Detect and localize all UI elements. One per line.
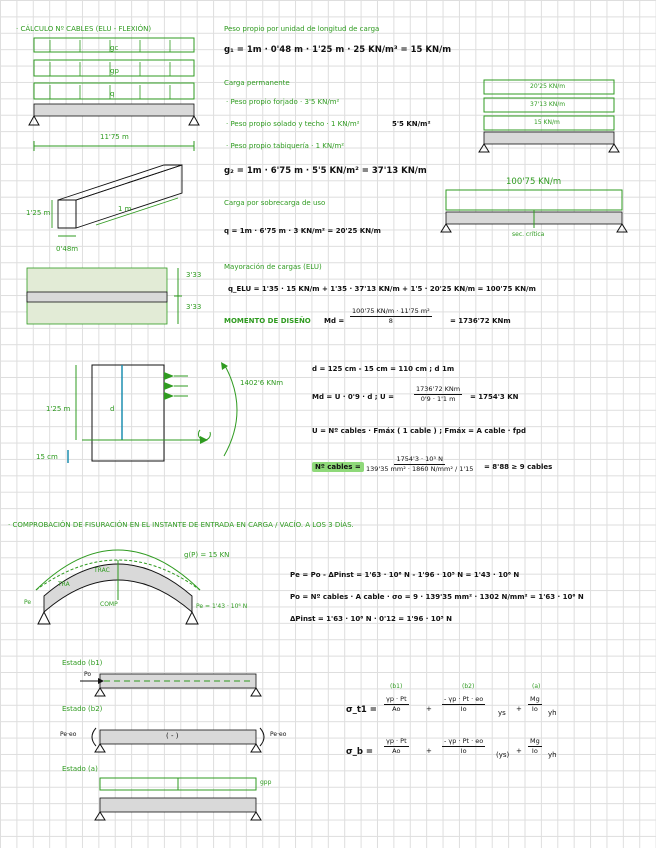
state-b1-po: Po xyxy=(84,671,92,678)
sigma-bot-term2-num: - γp · Pt · eo xyxy=(442,738,485,747)
sigma-bot-plus-1: + xyxy=(426,747,432,755)
critical-section-label: sec. crítica xyxy=(512,231,545,238)
md-denominator: 8 xyxy=(388,317,393,326)
slab-dim-bottom: 3'33 xyxy=(186,303,202,311)
ncables-denominator: 139'35 mm² · 1860 N/mm² / 1'15 xyxy=(366,465,474,474)
load-q-label: q xyxy=(110,90,115,98)
arch-trac-label: TRAC xyxy=(94,567,110,574)
sigma-bot-term3 xyxy=(528,738,542,755)
state-b2-peco: Pe·eo xyxy=(60,731,77,738)
sigma-top-term2-num: - γp · Pt · eo xyxy=(442,696,485,705)
sigma-top-term3-num: Mg xyxy=(528,696,542,705)
g1-formula: g₁ = 1m · 0'48 m · 1'25 m · 25 KN/m³ = 15 KN/m xyxy=(224,45,452,55)
sigma-bot-term2 xyxy=(442,738,485,755)
sigma-top-term2-den: Io xyxy=(460,705,467,714)
sigma-top-plus-2: + xyxy=(516,705,522,713)
dp-line: ΔPinst = 1'63 · 10⁶ N · 0'12 = 1'96 · 10⁵ N xyxy=(290,615,452,623)
cross-section-diagram xyxy=(68,362,237,463)
sigma-top-term3 xyxy=(528,696,542,713)
md-result: = 1736'72 KNm xyxy=(450,317,511,325)
length-label: 1 m xyxy=(118,205,132,213)
combination-title: Mayoración de cargas (ELU) xyxy=(224,263,322,271)
sigma-top-term1-den: Ao xyxy=(392,705,401,714)
perm-item-3: · Peso propio tabiquería · 1 KN/m² xyxy=(226,142,345,150)
right-total-load-label: 100'75 KN/m xyxy=(506,177,562,187)
section-moment-label: 1402'6 KNm xyxy=(240,379,284,387)
slab-section-sketch xyxy=(27,268,182,324)
ncables-numerator: 1754'3 · 10³ N xyxy=(394,456,444,465)
span-label: 11'75 m xyxy=(100,133,129,141)
sigma-top-plus-1: + xyxy=(426,705,432,713)
uncables-line: U = Nº cables · Fmáx ( 1 cable ) ; Fmáx = A cable · fpd xyxy=(312,427,526,435)
state-b2-beam xyxy=(92,728,264,752)
q-elu-formula: q_ELU = 1'35 · 15 KN/m + 1'35 · 37'13 KN/m + 1'5 · 20'25 KN/m = 100'75 KN/m xyxy=(228,285,536,293)
stress-label-a: (a) xyxy=(532,683,541,690)
right-load-stack xyxy=(479,80,619,152)
sigma-bot-term1-den: Ao xyxy=(392,747,401,756)
u-numerator: 1736'72 KNm xyxy=(414,386,462,395)
sigma-top-term2 xyxy=(442,696,485,713)
ncables-result: = 8'88 ≥ 9 cables xyxy=(484,463,553,471)
sigma-top-term1 xyxy=(384,696,409,713)
width-label: 0'48m xyxy=(56,245,79,253)
cables-section-title: · CÁLCULO Nº CABLES (ELU - FLEXIÓN) xyxy=(16,25,152,33)
sigma-bot-ys: (ys) xyxy=(496,751,510,759)
ncables-fraction xyxy=(364,456,475,473)
sigma-bot-plus-2: + xyxy=(516,747,522,755)
stress-label-b2: (b2) xyxy=(462,683,475,690)
sigma-bot-yh: yh xyxy=(548,751,557,759)
slab-dim-top: 3'33 xyxy=(186,271,202,279)
md-fraction xyxy=(350,308,432,325)
arch-comp-label: COMP xyxy=(100,601,118,608)
gpp-label: g(P) = 15 KN xyxy=(184,551,230,559)
state-b2-minus: ( - ) xyxy=(166,732,179,740)
arch-tra-label: TRA xyxy=(58,581,70,588)
section-cover-label: 15 cm xyxy=(36,453,58,461)
right-load-2: 37'13 KN/m xyxy=(530,101,566,108)
state-b1-label: Estado (b1) xyxy=(62,659,103,667)
check-title: · COMPROBACIÓN DE FISURACIÓN EN EL INSTANTE DE ENTRADA EN CARGA / VACÍO. A LOS 3 DÍAS. xyxy=(8,521,354,529)
section-height-label: 1'25 m xyxy=(46,405,71,413)
section-d-label: d xyxy=(110,405,115,413)
state-b2-peco-right: Pe·eo xyxy=(270,731,287,738)
perm-item-2: · Peso propio solado y techo · 1 KN/m² xyxy=(226,120,360,128)
weight-title: Peso propio por unidad de longitud de carga xyxy=(224,25,380,33)
state-a-beam xyxy=(95,778,261,820)
u-fraction xyxy=(414,386,462,403)
g2-formula: g₂ = 1m · 6'75 m · 5'5 KN/m² = 37'13 KN/m xyxy=(224,166,427,176)
stress-label-b1: (b1) xyxy=(390,683,403,690)
sigma-top-term1-num: γp · Pt xyxy=(384,696,409,705)
pe-line: Pe = Po - ΔPinst = 1'63 · 10⁶ N - 1'96 · 10⁵ N = 1'43 · 10⁶ N xyxy=(290,571,520,579)
state-a-label: Estado (a) xyxy=(62,765,98,773)
overload-title: Carga por sobrecarga de uso xyxy=(224,199,326,207)
depth-label: 1'25 m xyxy=(26,209,51,217)
arch-pe-left: Pe xyxy=(24,599,32,606)
d-line: d = 125 cm - 15 cm = 110 cm ; d 1m xyxy=(312,365,455,373)
arch-pe-right: Pe = 1'43 · 10⁶ N xyxy=(196,603,248,610)
sigma-bot-term2-den: Io xyxy=(460,747,467,756)
design-moment-label: MOMENTO DE DISEÑO xyxy=(224,317,311,325)
u-result: = 1754'3 KN xyxy=(470,393,519,401)
state-b1-beam xyxy=(80,671,261,696)
perm-item-1: · Peso propio forjado · 3'5 KN/m² xyxy=(226,98,340,106)
state-b2-label: Estado (b2) xyxy=(62,705,103,713)
permanent-title: Carga permanente xyxy=(224,79,290,87)
load-gp-label: gp xyxy=(110,67,119,75)
po-line: Po = Nº cables · A cable · σo = 9 · 139'35 mm² · 1302 N/mm² = 1'63 · 10⁶ N xyxy=(290,593,584,601)
sigma-top-ys: ys xyxy=(498,709,506,717)
beam-3d-sketch xyxy=(52,165,182,236)
right-total-load xyxy=(441,190,627,232)
sigma-top-term3-den: Io xyxy=(531,705,538,714)
right-load-1: 20'25 KN/m xyxy=(530,83,566,90)
md-symbol: Md = xyxy=(324,317,345,325)
ncables-highlight: Nº cables = xyxy=(312,462,364,472)
sigma-bot-term1 xyxy=(384,738,409,755)
sigma-bot-term3-num: Mg xyxy=(528,738,542,747)
sigma-bot-term3-den: Io xyxy=(531,747,538,756)
state-a-gpp: gpp xyxy=(260,779,272,786)
load-gc-label: gc xyxy=(110,44,119,52)
md-line: Md = U · 0'9 · d ; U = xyxy=(312,393,395,401)
sigma-bot-label: σ_b = xyxy=(346,747,374,757)
ncables-label xyxy=(312,464,364,471)
sigma-top-label: σ_t1 = xyxy=(346,705,377,715)
perm-total: 5'5 KN/m² xyxy=(392,120,431,128)
q-formula: q = 1m · 6'75 m · 3 KN/m² = 20'25 KN/m xyxy=(224,227,381,235)
right-load-3: 15 KN/m xyxy=(534,119,560,126)
u-denominator: 0'9 · 1'1 m xyxy=(420,395,456,404)
sigma-bot-term1-num: γp · Pt xyxy=(384,738,409,747)
sigma-top-yh: yh xyxy=(548,709,557,717)
md-numerator: 100'75 KN/m · 11'75 m² xyxy=(350,308,432,317)
